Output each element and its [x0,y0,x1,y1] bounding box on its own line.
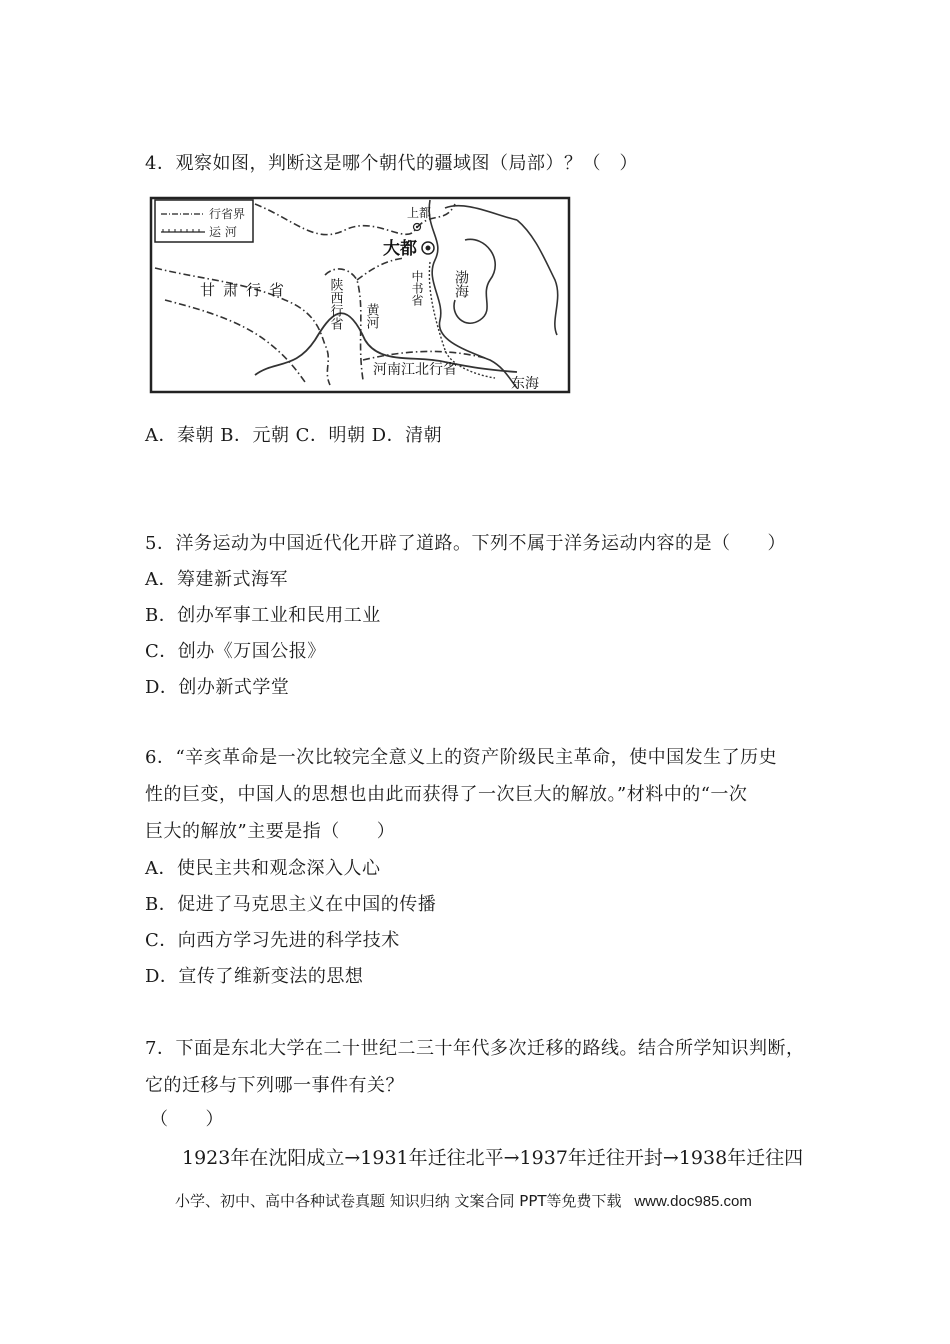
q7-route: 1923年在沈阳成立→1931年迁往北平→1937年迁往开封→1938年迁往四 [182,1147,804,1169]
legend-canal-label: 运 河 [209,225,237,239]
map-label-huanghe: 黄河 [363,303,379,329]
page-footer [175,1190,752,1211]
map-label-bohai: 渤海 [453,270,469,298]
q5-option-d: D．创办新式学堂 [145,677,290,698]
map-label-dadu: 大都 [383,239,417,259]
q6-line-3: 巨大的解放”主要是指（ ） [145,821,396,842]
q7-line-1: 7．下面是东北大学在二十世纪二三十年代多次迁移的路线。结合所学知识判断， [145,1038,805,1059]
q5-stem: 5．洋务运动为中国近代化开辟了道路。下列不属于洋务运动内容的是（ ） [145,533,786,554]
q6-option-d: D．宣传了维新变法的思想 [145,966,364,987]
q6-option-a: A．使民主共和观念深入人心 [145,858,381,879]
q4-options: A．秦朝 B．元朝 C．明朝 D．清朝 [145,425,443,446]
map-label-donghai: 东海 [511,376,539,392]
territory-map [145,190,575,400]
q5-option-c: C．创办《万国公报》 [145,641,326,662]
footer-link[interactable]: www.doc985.com [634,1193,752,1210]
map-label-shangdu: 上都 [407,206,432,220]
q4-stem: 4．观察如图，判断这是哪个朝代的疆域图（局部）？（ ） [145,153,638,174]
q5-option-a: A．筹建新式海军 [145,569,288,590]
q6-option-c: C．向西方学习先进的科学技术 [145,930,400,951]
q6-line-2: 性的巨变，中国人的思想也由此而获得了一次巨大的解放。”材料中的“一次 [145,784,748,805]
map-label-shaanxi: 陕西行省 [327,278,343,330]
q5-option-b: B．创办军事工业和民用工业 [145,605,381,626]
q7-line-2: 它的迁移与下列哪一事件有关？ [145,1075,404,1096]
q7-line-3: （ ） [150,1109,224,1130]
map-label-gansu: 甘肃行省 [200,281,293,299]
q6-line-1: 6．“辛亥革命是一次比较完全意义上的资产阶级民主革命，使中国发生了历史 [145,747,778,768]
map-label-zhongshu: 中书省 [410,270,424,306]
footer-text: 小学、初中、高中各种试卷真题 知识归纳 文案合同 PPT等免费下载 [175,1192,622,1210]
q6-option-b: B．促进了马克思主义在中国的传播 [145,894,437,915]
legend-boundary-label: 行省界 [209,207,246,221]
map-label-henan: 河南江北行省 [373,362,457,378]
